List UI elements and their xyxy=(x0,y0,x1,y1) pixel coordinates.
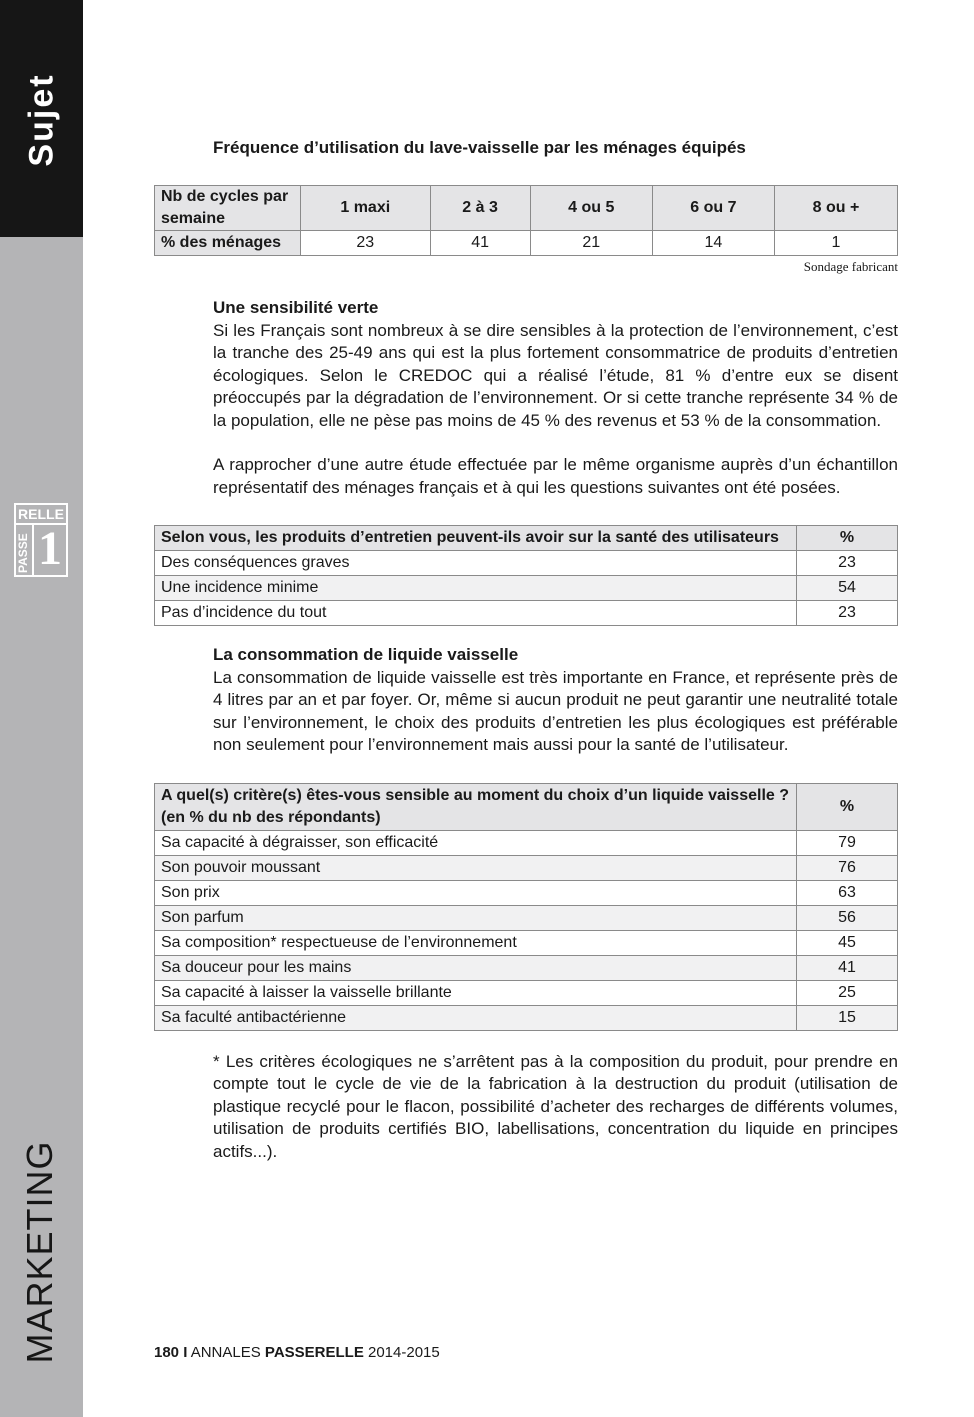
logo-side-box xyxy=(16,525,34,575)
table-cell: Pas d’incidence du tout xyxy=(155,601,797,626)
table-row xyxy=(155,231,898,256)
cycles-table xyxy=(154,185,898,256)
logo-top-text: RELLE xyxy=(16,505,66,525)
table-cell: 41 xyxy=(797,955,898,980)
paragraph: La consommation de liquide vaisselle est très importante en France, et représente près de 4 litres par an et par foyer. Or, même si aucun produit ne peut garantir une neutralité totale sur l’environnement, le choix des produits d’entretien les plus écologiques est préférable non seulement pour l’environnement mais aussi pour la santé de l’utilisateur. xyxy=(213,667,898,754)
table-row xyxy=(155,980,898,1005)
table-row xyxy=(155,855,898,880)
table-cell: 23 xyxy=(797,601,898,626)
table-cell: 15 xyxy=(797,1005,898,1030)
section-consommation xyxy=(213,644,898,757)
section-label: Sujet xyxy=(22,73,61,167)
table-cell: 23 xyxy=(797,551,898,576)
table-header-cell: 8 ou + xyxy=(774,186,897,231)
table-cell: 21 xyxy=(530,231,652,256)
health-table xyxy=(154,525,898,626)
table-cell: Sa douceur pour les mains xyxy=(155,955,797,980)
table-header-row xyxy=(155,526,898,551)
table-cell: Sa composition* respectueuse de l’environnement xyxy=(155,930,797,955)
table-row xyxy=(155,830,898,855)
header-line: (en % du nb des répondants) xyxy=(161,808,381,826)
table-header-cell: % xyxy=(797,783,898,830)
footer-separator: I xyxy=(183,1344,188,1361)
table-header-cell: % xyxy=(797,526,898,551)
table-cell: 63 xyxy=(797,880,898,905)
table-cell: 79 xyxy=(797,830,898,855)
table-header-cell: Nb de cycles par semaine xyxy=(155,186,301,231)
table-cell: 14 xyxy=(652,231,774,256)
table-header-cell: 4 ou 5 xyxy=(530,186,652,231)
table-header-cell: Selon vous, les produits d’entretien peuvent-ils avoir sur la santé des utilisateurs xyxy=(155,526,797,551)
table-cell: Son pouvoir moussant xyxy=(155,855,797,880)
table-header-cell: 1 maxi xyxy=(301,186,431,231)
table-cell: 45 xyxy=(797,930,898,955)
paragraph: Si les Français sont nombreux à se dire sensibles à la protection de l’environnement, c’est la tranche des 25-49 ans qui est la plus fortement consommatrice de produits d’entretien écologiques. Selon le CREDOC qui a réalisé l’étude, 81 % d’entre eux se disent préoccupés par la dégradation de l’environnement. Or si cette tranche représente 34 % de la population, elle ne pèse pas moins de 45 % des revenus et 53 % de la consommation. xyxy=(213,320,898,430)
logo-side-text: PASSE xyxy=(16,533,30,573)
table-cell: Son prix xyxy=(155,880,797,905)
table-header-row xyxy=(155,783,898,830)
table-row xyxy=(155,905,898,930)
table-cell: Son parfum xyxy=(155,905,797,930)
page-footer xyxy=(154,1344,440,1361)
table-header-cell xyxy=(155,783,797,830)
table-cell: 41 xyxy=(430,231,530,256)
section-heading: Une sensibilité verte xyxy=(213,298,379,317)
table-cell: 56 xyxy=(797,905,898,930)
paragraph: A rapprocher d’une autre étude effectuée par le même organisme auprès d’un échantillon représentatif des ménages français et à qui les questions suivantes ont été posées. xyxy=(213,455,898,497)
section-heading: La consommation de liquide vaisselle xyxy=(213,645,519,664)
subject-label: MARKETING xyxy=(19,1140,60,1364)
page-title: Fréquence d’utilisation du lave-vaisselle par les ménages équipés xyxy=(213,138,746,157)
table-cell: 1 xyxy=(774,231,897,256)
header-line: A quel(s) critère(s) êtes-vous sensible au moment du choix d’un liquide vaisselle ? xyxy=(161,786,790,804)
table-cell: 23 xyxy=(301,231,431,256)
footnote-text: * Les critères écologiques ne s’arrêtent pas à la composition du produit, pour prendre en compte tout le cycle de vie de la fabrication à la destruction du produit (utilisation de plastique recyclé pour le flacon, possibilité d’acheter des recharges de différents volumes, utilisation de produits certifiés BIO, labellisations, concentration du liquide en principes actifs...). xyxy=(213,1051,898,1161)
table-row xyxy=(155,601,898,626)
table-cell: Sa capacité à laisser la vaisselle brillante xyxy=(155,980,797,1005)
criteria-table xyxy=(154,783,898,1031)
logo-number: 1 xyxy=(38,522,62,575)
table-row xyxy=(155,880,898,905)
table-cell: Des conséquences graves xyxy=(155,551,797,576)
section-sensibilite xyxy=(213,297,898,499)
table-cell: Sa capacité à dégraisser, son efficacité xyxy=(155,830,797,855)
table-cell: Sa faculté antibactérienne xyxy=(155,1005,797,1030)
table-cell: Une incidence minime xyxy=(155,576,797,601)
main-content xyxy=(154,130,898,1163)
footer-brand: PASSERELLE xyxy=(264,1344,364,1361)
table-header-row xyxy=(155,186,898,231)
table-cell: % des ménages xyxy=(155,231,301,256)
table-row xyxy=(155,930,898,955)
source-note: Sondage fabricant xyxy=(803,259,898,274)
table-cell: 76 xyxy=(797,855,898,880)
table-row xyxy=(155,955,898,980)
footer-annales: ANNALES xyxy=(190,1344,261,1361)
table-header-cell: 6 ou 7 xyxy=(652,186,774,231)
table-cell: 25 xyxy=(797,980,898,1005)
table-row xyxy=(155,1005,898,1030)
table-header-cell: 2 à 3 xyxy=(430,186,530,231)
table-cell: 54 xyxy=(797,576,898,601)
footnote xyxy=(213,1051,898,1164)
page-number: 180 xyxy=(154,1344,180,1361)
table-row xyxy=(155,576,898,601)
footer-years: 2014-2015 xyxy=(368,1344,440,1361)
passerelle-logo xyxy=(14,503,68,577)
table-row xyxy=(155,551,898,576)
